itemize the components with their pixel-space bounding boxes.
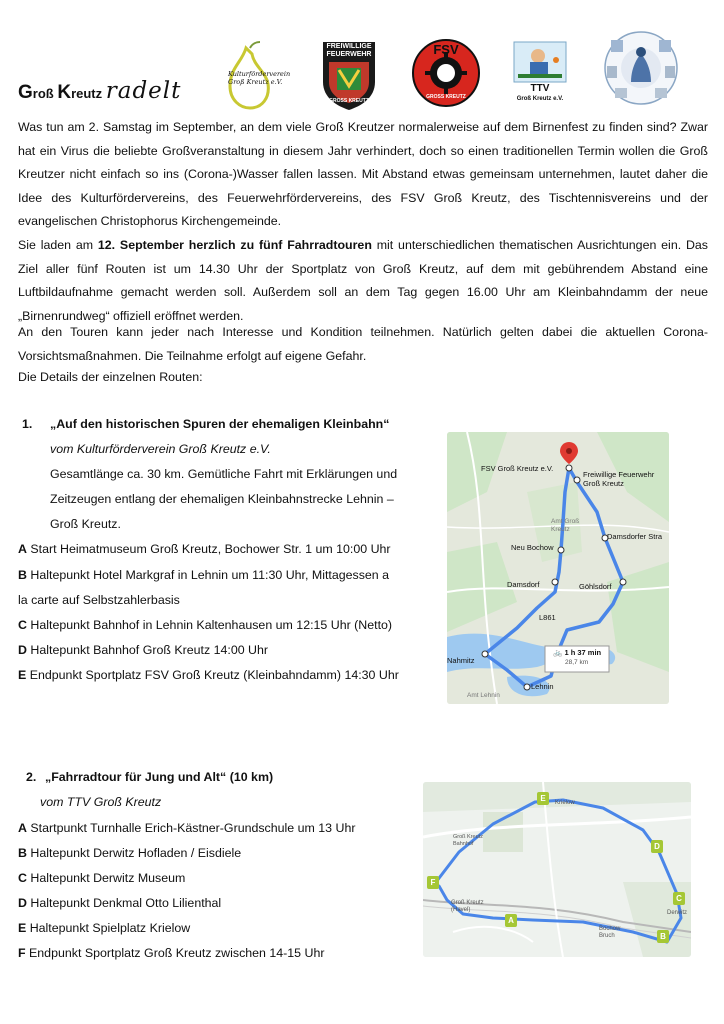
map1-label-damsdorf: Damsdorf bbox=[507, 580, 540, 589]
intro-paragraph-1: Was tun am 2. Samstag im September, an dem viele Groß Kreutzer normalerweise auf dem Birnenfest zu finden sind? Zwar hat ein Virus die beliebte Großveranstaltung in diesem Jahr verhindert, doch so einen traditionellen Termin wollen die Groß Kreutzer nicht einfach so ins (Corona-)Wasser fallen lassen. Mit Abstand etwas gemeinsam unternehmen, lautet daher die Idee des Kulturfördervereins, des Feuerwehrfördervereins, des FSV Groß Kreutz, des Tischtennisvereins und der evangelischen Christophorus Kirchengemeinde. bbox=[18, 120, 708, 228]
route1-stop: B Haltepunkt Hotel Markgraf in Lehnin um 11:30 Uhr, Mittagessen a bbox=[18, 568, 390, 582]
route2-stop: B Haltepunkt Derwitz Hofladen / Eisdiele bbox=[18, 846, 242, 860]
map1-label-feuerwehr: Freiwillige Feuerwehr Groß Kreutz bbox=[583, 470, 655, 488]
map1-label-lehnin: Lehnin bbox=[531, 682, 554, 691]
map1-route-time: 🚲 1 h 37 min bbox=[553, 648, 602, 657]
route1-desc-1: Gesamtlänge ca. 30 km. Gemütliche Fahrt mit Erklärungen und bbox=[50, 467, 398, 481]
intro-p2-start: Sie laden am bbox=[18, 238, 98, 252]
map2-label-grosskreutz-bhf: Groß Kreutz Bahnhof bbox=[453, 834, 483, 847]
kultur-logo-line1: Kulturförderverein bbox=[228, 70, 291, 78]
title-radelt: radelt bbox=[105, 78, 182, 104]
map2-marker-e: E bbox=[537, 792, 549, 805]
map2-label-grosskreutz: Groß Kreutz (Havel) bbox=[451, 900, 484, 913]
logo-bar bbox=[214, 28, 694, 108]
route2-organizer: vom TTV Groß Kreutz bbox=[40, 795, 162, 809]
page-title bbox=[18, 78, 181, 104]
route1-map bbox=[447, 432, 669, 704]
route2-stop: E Haltepunkt Spielplatz Krielow bbox=[18, 921, 191, 935]
map1-label-goehlsdorf: Göhlsdorf bbox=[579, 582, 612, 591]
route2-map bbox=[423, 782, 691, 957]
intro-paragraph-2 bbox=[18, 234, 708, 328]
map2-label-bochow-bruch: Bochow Bruch bbox=[599, 926, 621, 939]
route1-desc-3: Groß Kreutz. bbox=[50, 517, 121, 531]
kulturfoerderverein-logo bbox=[214, 40, 291, 112]
feuerwehr-logo-bottom: GROSS KREUTZ bbox=[329, 98, 369, 104]
map1-label-amt-gross-kreutz: Amt Groß Kreutz bbox=[551, 518, 580, 533]
map2-label-derwitz: Derwitz bbox=[667, 910, 688, 916]
map2-marker-a: A bbox=[505, 914, 517, 927]
map1-label-neu-bochow: Neu Bochow bbox=[511, 543, 554, 552]
map1-route-distance: 28,7 km bbox=[565, 659, 589, 666]
map2-marker-c: C bbox=[673, 892, 685, 905]
route1-organizer: vom Kulturförderverein Groß Kreutz e.V. bbox=[50, 442, 271, 456]
fsv-logo-bottom: GROSS KREUTZ bbox=[426, 94, 466, 100]
feuerwehr-logo bbox=[319, 38, 379, 112]
route1-stop: E Endpunkt Sportplatz FSV Groß Kreutz (Kleinbahndamm) 14:30 Uhr bbox=[18, 668, 399, 682]
route2-number: 2. bbox=[26, 770, 37, 784]
route1-number: 1. bbox=[22, 417, 33, 431]
feuerwehr-logo-mid: FEUERWEHR bbox=[326, 51, 372, 58]
title-ross: roß bbox=[32, 86, 58, 101]
route1-stop: A Start Heimatmuseum Groß Kreutz, Bochower Str. 1 um 10:00 Uhr bbox=[18, 542, 391, 556]
map2-marker-b: B bbox=[657, 930, 669, 943]
route1-desc-2: Zeitzeugen entlang der ehemaligen Kleinbahnstrecke Lehnin – bbox=[50, 492, 394, 506]
route2-stop: F Endpunkt Sportplatz Groß Kreutz zwischen 14-15 Uhr bbox=[18, 946, 325, 960]
route2-stop: C Haltepunkt Derwitz Museum bbox=[18, 871, 186, 885]
feuerwehr-logo-top: FREIWILLIGE bbox=[326, 43, 372, 50]
map1-label-damsdorfer: Damsdorfer Stra bbox=[607, 532, 663, 541]
ttv-logo bbox=[512, 40, 568, 110]
map1-label-fsv: FSV Groß Kreutz e.V. bbox=[481, 464, 554, 473]
intro-p2-end: mit unterschiedlichen thematischen Ausrichtungen ein. Das Ziel aller fünf Routen ist um 14.30 Uhr der Sportplatz von Groß Kreutz, auf dem mit gebührendem Abstand eine Luftbildaufnahme gemacht werden soll. Außerdem soll an dem Tag gegen 16.00 Uhr am Kleinbahndamm der neue „Birnenrundweg“ offiziell eröffnet werden. bbox=[18, 238, 708, 323]
title-initial-g: G bbox=[18, 82, 33, 103]
route1-stop: D Haltepunkt Bahnhof Groß Kreutz 14:00 Uhr bbox=[18, 643, 269, 657]
title-initial-k: K bbox=[57, 82, 72, 103]
route2-title: „Fahrradtour für Jung und Alt“ (10 km) bbox=[45, 770, 274, 784]
route1-title: „Auf den historischen Spuren der ehemaligen Kleinbahn“ bbox=[50, 417, 390, 431]
intro-paragraph-3: An den Touren kann jeder nach Interesse und Kondition teilnehmen. Natürlich gelten dabei die aktuellen Corona-Vorsichtsmaßnahmen. Die Teilnahme erfolgt auf eigene Gefahr. bbox=[18, 325, 708, 363]
route1-stop-continued: la carte auf Selbstzahlerbasis bbox=[18, 593, 180, 607]
church-logo bbox=[601, 28, 681, 108]
fsv-logo-top: FSV bbox=[433, 42, 459, 57]
ttv-logo-small: Groß Kreutz e.V. bbox=[516, 96, 564, 102]
intro-paragraph-4: Die Details der einzelnen Routen: bbox=[18, 370, 203, 384]
route2-stop: D Haltepunkt Denkmal Otto Lilienthal bbox=[18, 896, 222, 910]
map2-marker-d: D bbox=[651, 840, 663, 853]
map1-label-nahmitz: Nahmitz bbox=[447, 656, 475, 665]
route2-stop: A Startpunkt Turnhalle Erich-Kästner-Grundschule um 13 Uhr bbox=[18, 821, 356, 835]
map2-label-krielow: Krielow bbox=[555, 800, 575, 806]
map2-marker-f: F bbox=[427, 876, 439, 889]
map1-label-amt-lehnin: Amt Lehnin bbox=[467, 692, 500, 699]
route1-stop: C Haltepunkt Bahnhof in Lehnin Kaltenhausen um 12:15 Uhr (Netto) bbox=[18, 618, 393, 632]
ttv-logo-big: TTV bbox=[530, 83, 550, 94]
intro-p2-bold: 12. September herzlich zu fünf Fahrradtouren bbox=[97, 238, 372, 252]
fsv-logo bbox=[411, 38, 481, 108]
title-reutz: reutz bbox=[71, 86, 106, 101]
map1-label-l861: L861 bbox=[539, 613, 556, 622]
kultur-logo-line2: Groß Kreutz e.V. bbox=[228, 78, 283, 86]
